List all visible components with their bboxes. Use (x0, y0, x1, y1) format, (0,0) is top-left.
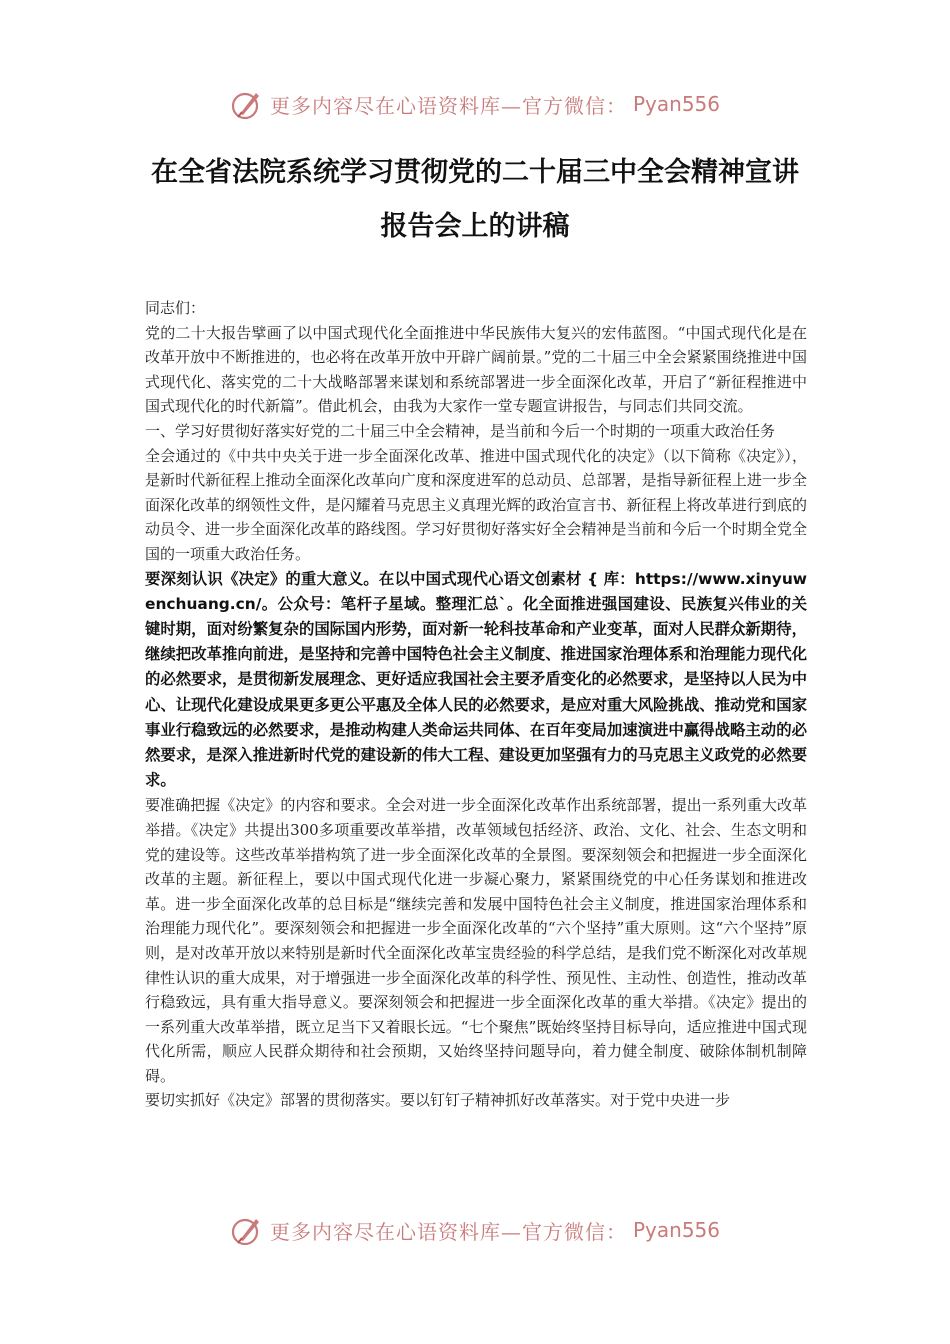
paragraph: 全会通过的《中共中央关于进一步全面深化改革、推进中国式现代化的决定》（以下简称《决定》），是新时代新征程上推动全面深化改革向广度和深度进军的总动员、总部署，是指导新征程上进一步全面深化改革的纲领性文件，是闪耀着马克思主义真理光辉的政治宣言书、新征程上将改革进行到底的动员令、进一步全面深化改革的路线图。学习好贯彻好落实好全会精神是当前和今后一个时期全党全国的一项重大政治任务。 (145, 446, 807, 563)
quill-logo-icon (230, 87, 264, 121)
document-body (145, 296, 807, 1113)
header-banner (0, 82, 950, 126)
paragraph: 同志们： (145, 299, 206, 317)
paragraph: 党的二十大报告擘画了以中国式现代化全面推进中华民族伟大复兴的宏伟蓝图。“中国式现代化是在改革开放中不断推进的，也必将在改革开放中开辟广阔前景。”党的二十届三中全会紧紧围绕推进中国式现代化、落实党的二十大战略部署来谋划和系统部署进一步全面深化改革，开启了“新征程推进中国式现代化的时代新篇”。借此机会，由我为大家作一堂专题宣讲报告，与同志们共同交流。 (145, 323, 807, 416)
header-banner-text: 更多内容尽在心语资料库—官方微信： (269, 93, 627, 118)
header-banner-wechat: Pyan556 (632, 92, 720, 116)
section-heading: 一、学习好贯彻好落实好党的二十届三中全会精神，是当前和今后一个时期的一项重大政治任务 (145, 421, 776, 440)
paragraph: 要切实抓好《决定》部署的贯彻落实。要以钉钉子精神抓好改革落实。对于党中央进一步 (145, 1091, 731, 1110)
footer-banner-wechat: Pyan556 (632, 1218, 720, 1242)
footer-banner-text: 更多内容尽在心语资料库—官方微信： (269, 1219, 627, 1244)
paragraph: 要准确把握《决定》的内容和要求。全会对进一步全面深化改革作出系统部署，提出一系列重大改革举措。《决定》共提出300多项重要改革举措，改革领域包括经济、政治、文化、社会、生态文明和党的建设等。这些改革举措构筑了进一步全面深化改革的全景图。要深刻领会和把握进一步全面深化改革的主题。新征程上，要以中国式现代化进一步凝心聚力，紧紧围绕党的中心任务谋划和推进改革。进一步全面深化改革的总目标是“继续完善和发展中国特色社会主义制度，推进国家治理体系和治理能力现代化”。要深刻领会和把握进一步全面深化改革的“六个坚持”重大原则。这“六个坚持”原则，是对改革开放以来特别是新时代全面深化改革宝贵经验的科学总结，是我们党不断深化对改革规律性认识的重大成果，对于增强进一步全面深化改革的科学性、预见性、主动性、创造性，推动改革行稳致远，具有重大指导意义。要深刻领会和把握进一步全面深化改革的重大举措。《决定》提出的一系列重大改革举措，既立足当下又着眼长远。“七个聚焦”既始终坚持目标导向，适应推进中国式现代化所需，顺应人民群众期待和社会预期，又始终坚持问题导向，着力健全制度、破除体制机制障碍。 (145, 796, 807, 1085)
quill-logo-icon (230, 1213, 264, 1247)
footer-banner (0, 1208, 950, 1252)
document-title: 在全省法院系统学习贯彻党的二十届三中全会精神宣讲报告会上的讲稿 (151, 157, 799, 242)
paragraph-bold: 要深刻认识《决定》的重大意义。在以中国式现代心语文创素材 { 库：https://www.xinyuwenchuang.cn/。公众号：笔杆子星域。整理汇总`。化全面推进强国建设、民族复兴伟业的关键时期，面对纷繁复杂的国际国内形势，面对新一轮科技革命和产业变革，面对人民群众新期待，继续把改革推向前进，是坚持和完善中国特色社会主义制度、推进国家治理体系和治理能力现代化的必然要求，是贯彻新发展理念、更好适应我国社会主要矛盾变化的必然要求，是坚持以人民为中心、让现代化建设成果更多更公平惠及全体人民的必然要求，是应对重大风险挑战、推动党和国家事业行稳致远的必然要求，是推动构建人类命运共同体、在百年变局加速演进中赢得战略主动的必然要求，是深入推进新时代党的建设新的伟大工程、建设更加坚强有力的马克思主义政党的必然要求。 (145, 569, 807, 790)
